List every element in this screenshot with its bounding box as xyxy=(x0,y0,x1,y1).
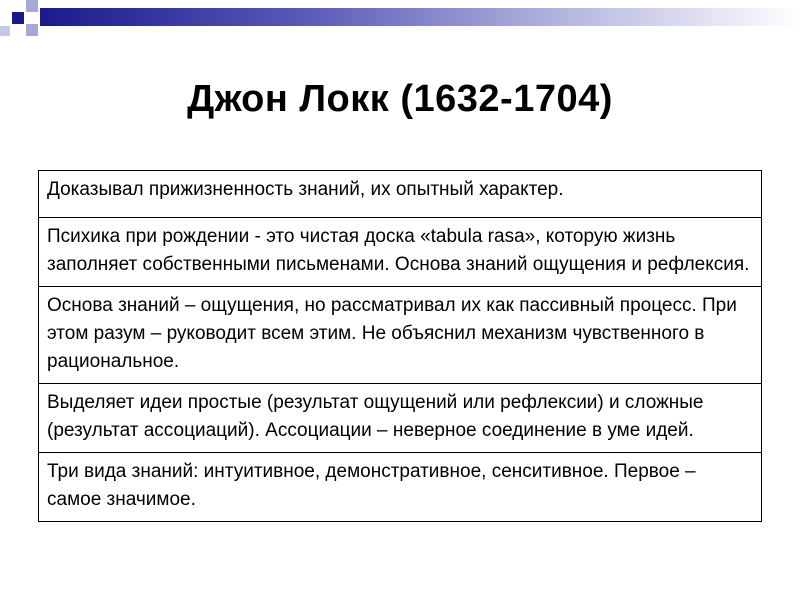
table-row xyxy=(39,384,762,453)
table-cell: Психика при рождении - это чистая доска «tabula rasa», которую жизнь заполняет собственными письменами. Основа знаний ощущения и рефлексия. xyxy=(39,218,762,287)
table-row xyxy=(39,171,762,218)
table-row xyxy=(39,218,762,287)
content-table xyxy=(38,170,762,522)
decor-square xyxy=(26,24,38,36)
decor-square xyxy=(0,26,10,36)
table-row xyxy=(39,287,762,384)
header-gradient-bar xyxy=(40,8,800,26)
table-cell: Выделяет идеи простые (результат ощущений или рефлексии) и сложные (результат ассоциаций). Ассоциации – неверное соединение в уме идей. xyxy=(39,384,762,453)
decor-square xyxy=(12,12,24,24)
table-row xyxy=(39,453,762,522)
table-cell: Доказывал прижизненность знаний, их опытный характер. xyxy=(39,171,762,218)
decor-square xyxy=(26,0,38,12)
table-cell: Основа знаний – ощущения, но рассматривал их как пассивный процесс. При этом разум – руководит всем этим. Не объяснил механизм чувственного в рациональное. xyxy=(39,287,762,384)
slide-title: Джон Локк (1632-1704) xyxy=(187,78,613,120)
table-cell: Три вида знаний: интуитивное, демонстративное, сенситивное. Первое – самое значимое. xyxy=(39,453,762,522)
